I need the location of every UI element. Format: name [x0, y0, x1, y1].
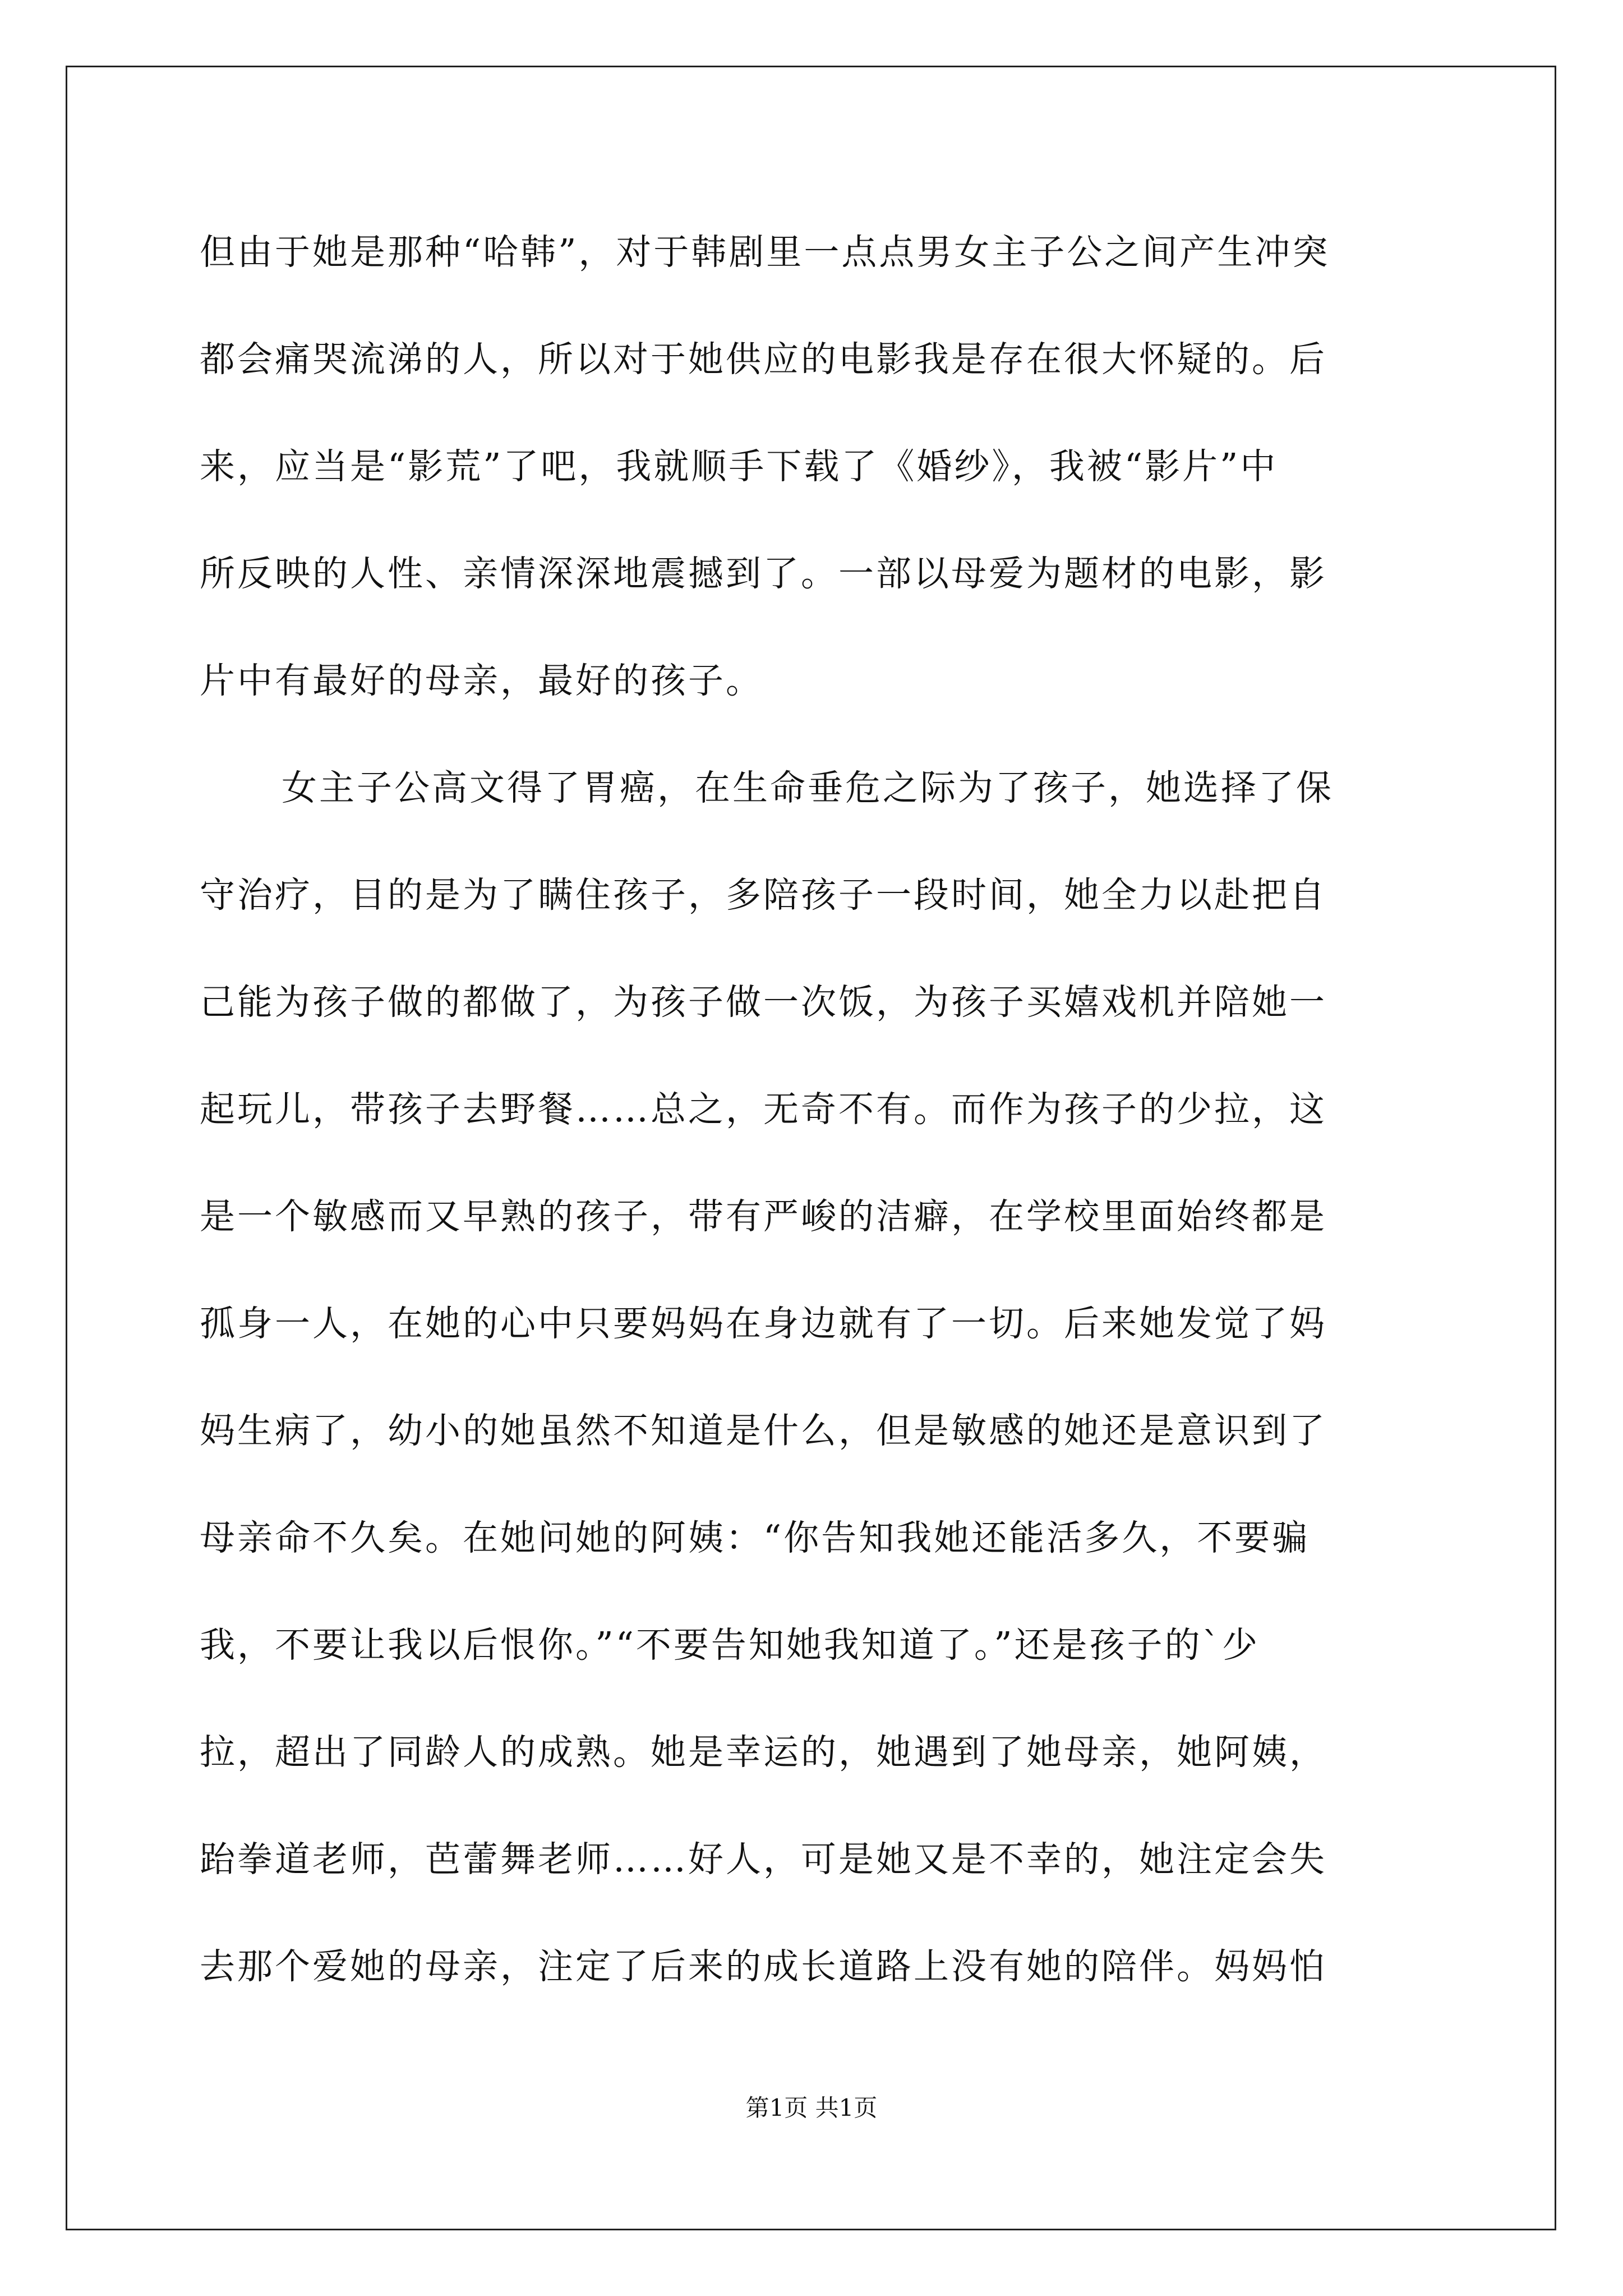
- text-line: 起玩儿，带孩子去野餐……总之，无奇不有。而作为孩子的少拉，这: [200, 1089, 1327, 1130]
- text-line: 拉，超出了同龄人的成熟。她是幸运的，她遇到了她母亲，她阿姨，: [200, 1732, 1327, 1773]
- text-line: 妈生病了，幼小的她虽然不知道是什么，但是敏感的她还是意识到了: [200, 1410, 1327, 1451]
- page-border: [66, 66, 1556, 2230]
- text-line: 女主子公高文得了胃癌，在生命垂危之际为了孩子，她选择了保: [282, 767, 1334, 808]
- page-number: 第1页 共1页: [745, 2094, 878, 2122]
- text-line: 但由于她是那种“哈韩”，对于韩剧里一点点男女主子公之间产生冲突: [200, 232, 1330, 273]
- text-line: 去那个爱她的母亲，注定了后来的成长道路上没有她的陪伴。妈妈怕: [200, 1946, 1327, 1987]
- text-line: 片中有最好的母亲，最好的孩子。: [200, 660, 763, 701]
- text-line: 孤身一人，在她的心中只要妈妈在身边就有了一切。后来她发觉了妈: [200, 1303, 1327, 1344]
- text-line: 守治疗，目的是为了瞒住孩子，多陪孩子一段时间，她全力以赴把自: [200, 875, 1327, 915]
- text-line: 我，不要让我以后恨你。”“不要告知她我知道了。”还是孩子的`少: [200, 1625, 1260, 1665]
- text-line: 所反映的人性、亲情深深地震撼到了。一部以母爱为题材的电影，影: [200, 553, 1327, 594]
- text-line: 母亲命不久矣。在她问她的阿姨：“你告知我她还能活多久，不要骗: [200, 1517, 1310, 1558]
- text-line: 都会痛哭流涕的人，所以对于她供应的电影我是存在很大怀疑的。后: [200, 339, 1327, 380]
- text-line: 己能为孩子做的都做了，为孩子做一次饭，为孩子买嬉戏机并陪她一: [200, 982, 1327, 1023]
- text-line: 是一个敏感而又早熟的孩子，带有严峻的洁癖，在学校里面始终都是: [200, 1196, 1327, 1237]
- text-line: 跆拳道老师，芭蕾舞老师……好人，可是她又是不幸的，她注定会失: [200, 1839, 1327, 1880]
- text-line: 来，应当是“影荒”了吧，我就顺手下载了《婚纱》，我被“影片”中: [200, 446, 1278, 487]
